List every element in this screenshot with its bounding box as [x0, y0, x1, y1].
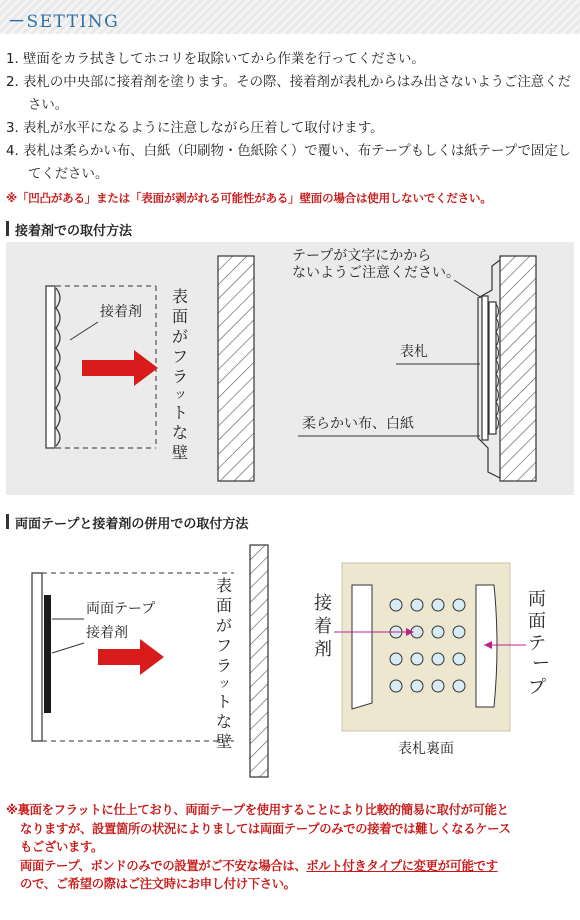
- step-3: 3. 表札が水平になるように注意しながら圧着して取付けます。: [6, 121, 384, 136]
- adhesive-dot: [390, 599, 402, 611]
- section-adhesive-heading: 接着剤での取付方法: [6, 218, 576, 240]
- label-char: プ: [528, 677, 546, 698]
- section-tape-adhesive-heading: 両面テープと接着剤の併用での取付方法: [6, 511, 576, 533]
- note-line-2: なりますが、設置箇所の状況によりましては両面テープのみでの接着では難しくなるケース: [20, 821, 511, 836]
- wall-char: フ: [216, 636, 233, 655]
- wall-char: が: [216, 616, 233, 635]
- step-2: 2. 表札の中央部に接着剤を塗ります。その際、接着剤が表札からはみ出さないようご注意ください。: [6, 75, 571, 113]
- press-arrow: [82, 350, 158, 386]
- header-banner: [0, 0, 580, 34]
- adhesive-dot: [453, 680, 465, 692]
- wall-char: な: [216, 712, 233, 731]
- back-left-label: [314, 593, 333, 660]
- wall-hatched-1: [218, 256, 254, 481]
- adhesive-dot: [390, 653, 402, 665]
- flat-wall-label: [216, 576, 232, 751]
- page-title: －SETTING: [8, 12, 120, 32]
- flat-wall-label: [172, 287, 188, 462]
- wall-char: ト: [216, 692, 233, 711]
- adhesive-wave: [56, 288, 60, 446]
- note-line-5: ので、ご希望の際はご注文時にお申し付け下さい。: [20, 877, 296, 891]
- tape-adhesive-diagram: [6, 535, 574, 785]
- wall-char: フ: [172, 347, 189, 366]
- wall-char: ッ: [174, 387, 188, 402]
- tape-block: [44, 595, 51, 713]
- wall-char: ト: [172, 403, 189, 422]
- bolt-type-note: ボルト付きタイプに変更が可能です: [306, 858, 498, 873]
- step-4: 4. 表札は柔らかい布、白紙（印刷物・色紙除く）で覆い、布テープもしくは紙テープで固定してください。: [6, 144, 572, 182]
- label-char: 着: [314, 616, 332, 637]
- wall-char: 壁: [172, 443, 189, 462]
- adhesive-dot: [432, 653, 444, 665]
- adhesive-dot: [390, 680, 402, 692]
- step-1: 1. 壁面をカラ拭きしてホコリを取除いてから作業を行ってください。: [6, 52, 425, 67]
- adhesive-dot: [411, 599, 423, 611]
- plate-side: [46, 286, 55, 448]
- tape-note-line1: テープが文字にかから: [292, 248, 432, 264]
- wall-char: な: [172, 423, 189, 442]
- adhesive-dot: [411, 680, 423, 692]
- wall-char: 面: [216, 596, 233, 615]
- instruction-list: [6, 48, 576, 210]
- adhesive-diagram: [6, 242, 574, 495]
- wall-char: ッ: [218, 676, 232, 691]
- label-char: ー: [532, 653, 550, 674]
- wall-char: 表: [216, 576, 233, 595]
- wall-hatched: [250, 545, 268, 777]
- label-char: 面: [528, 611, 546, 632]
- adhesive-dot: [453, 653, 465, 665]
- wall-char: 面: [172, 307, 189, 326]
- left-adhesive-strip: [352, 585, 372, 709]
- tape-adhesive-diagram-panel: [6, 535, 574, 785]
- back-caption: 表札裏面: [398, 741, 454, 757]
- wall-char: が: [172, 327, 189, 346]
- wall-char: ラ: [172, 367, 189, 386]
- label-char: 両: [528, 589, 546, 610]
- adhesive-dot: [453, 599, 465, 611]
- adhesive-dot: [453, 626, 465, 638]
- adhesive-dot: [432, 626, 444, 638]
- wall-hatched-2: [500, 256, 536, 481]
- label-char: 接: [314, 593, 332, 614]
- note-line-4: 両面テープ、ボンドのみでの設置がご不安な場合は、ボルト付きタイプに変更が可能です: [20, 858, 498, 873]
- adhesive-dot: [411, 653, 423, 665]
- adhesive-diagram-panel: [6, 242, 574, 495]
- tape-label: 両面テープ: [86, 601, 156, 617]
- plate-label: 表札: [400, 344, 428, 360]
- adhesive-dot: [432, 680, 444, 692]
- adhesive-label: 接着剤: [86, 625, 128, 641]
- wall-char: ラ: [216, 656, 233, 675]
- adhesive-dot: [432, 599, 444, 611]
- heading-bar: [6, 514, 9, 529]
- label-char: テ: [528, 633, 546, 654]
- note-line-1: ※裏面をフラットに仕上ており、両面テープを使用することにより比較的簡易に取付が可能と: [6, 803, 509, 817]
- wall-char: 壁: [216, 732, 233, 751]
- plate-side: [32, 573, 42, 741]
- cloth-layer: [482, 296, 488, 440]
- cloth-label: 柔らかい布、白紙: [302, 416, 414, 432]
- warning-text: ※「凹凸がある」または「表面が剥がれる可能性がある」壁面の場合は使用しないでください。: [6, 191, 492, 205]
- heading-bar: [6, 221, 9, 236]
- notes-block: [6, 801, 578, 894]
- note-line-3: もございます。: [20, 840, 103, 854]
- tape-note-leader: [454, 280, 482, 298]
- adhesive-leader: [70, 322, 98, 340]
- label-char: 剤: [314, 639, 332, 660]
- adhesive-label: 接着剤: [100, 304, 142, 320]
- wall-char: 表: [172, 287, 189, 306]
- tape-note-line2: ないようご注意ください。: [292, 265, 460, 281]
- plate-right: [489, 302, 496, 434]
